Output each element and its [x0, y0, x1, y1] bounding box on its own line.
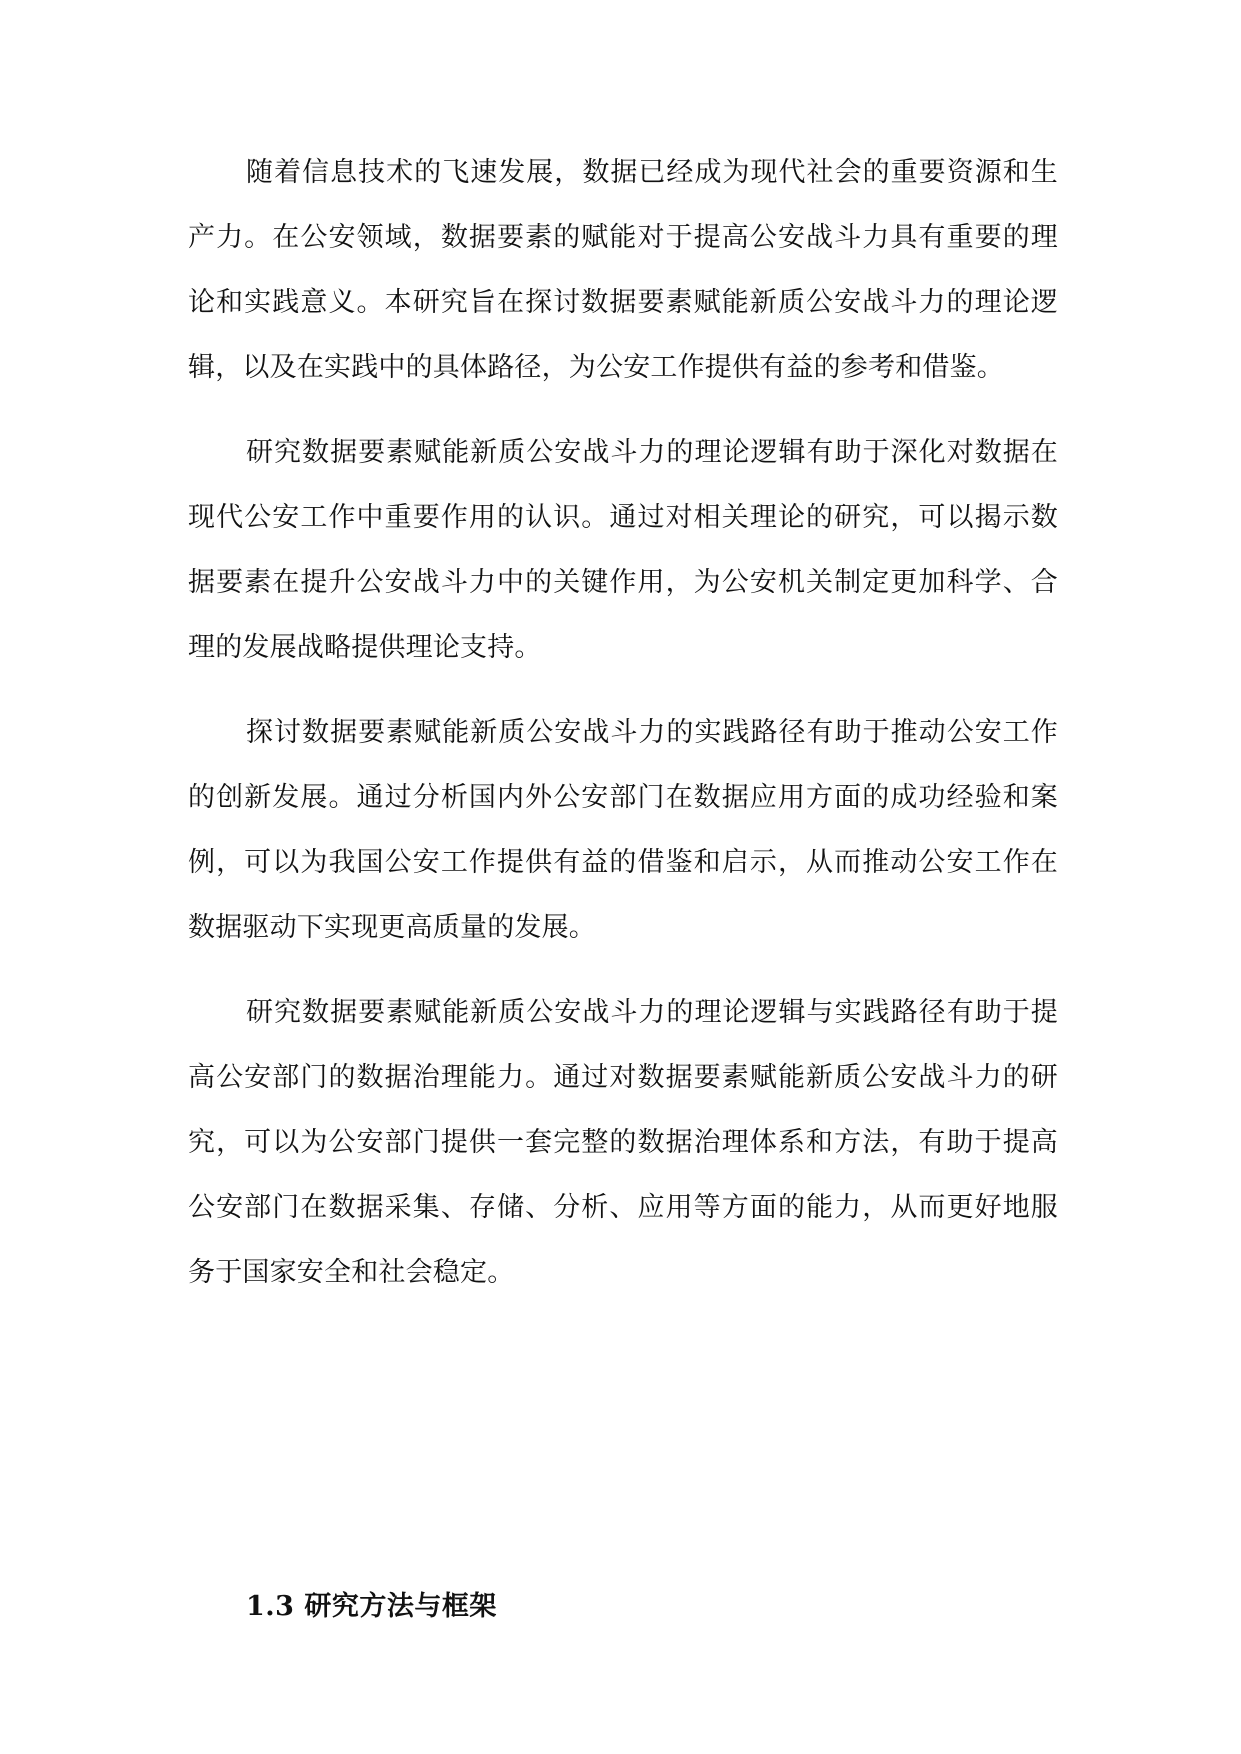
paragraph: 研究数据要素赋能新质公安战斗力的理论逻辑有助于深化对数据在现代公安工作中重要作用的认识。通过对相关理论的研究，可以揭示数据要素在提升公安战斗力中的关键作用，为公安机关制定更加科学、合理的发展战略提供理论支持。 — [188, 437, 1058, 663]
paragraph: 随着信息技术的飞速发展，数据已经成为现代社会的重要资源和生产力。在公安领域，数据要素的赋能对于提高公安战斗力具有重要的理论和实践意义。本研究旨在探讨数据要素赋能新质公安战斗力的理论逻辑，以及在实践中的具体路径，为公安工作提供有益的参考和借鉴。 — [188, 157, 1058, 383]
body-text — [188, 140, 1058, 1305]
paragraph: 探讨数据要素赋能新质公安战斗力的实践路径有助于推动公安工作的创新发展。通过分析国内外公安部门在数据应用方面的成功经验和案例，可以为我国公安工作提供有益的借鉴和启示，从而推动公安工作在数据驱动下实现更高质量的发展。 — [188, 717, 1058, 943]
paragraph: 研究数据要素赋能新质公安战斗力的理论逻辑与实践路径有助于提高公安部门的数据治理能力。通过对数据要素赋能新质公安战斗力的研究，可以为公安部门提供一套完整的数据治理体系和方法，有助于提高公安部门在数据采集、存储、分析、应用等方面的能力，从而更好地服务于国家安全和社会稳定。 — [188, 997, 1058, 1288]
section-heading: 1.3 研究方法与框架 — [246, 1591, 497, 1622]
